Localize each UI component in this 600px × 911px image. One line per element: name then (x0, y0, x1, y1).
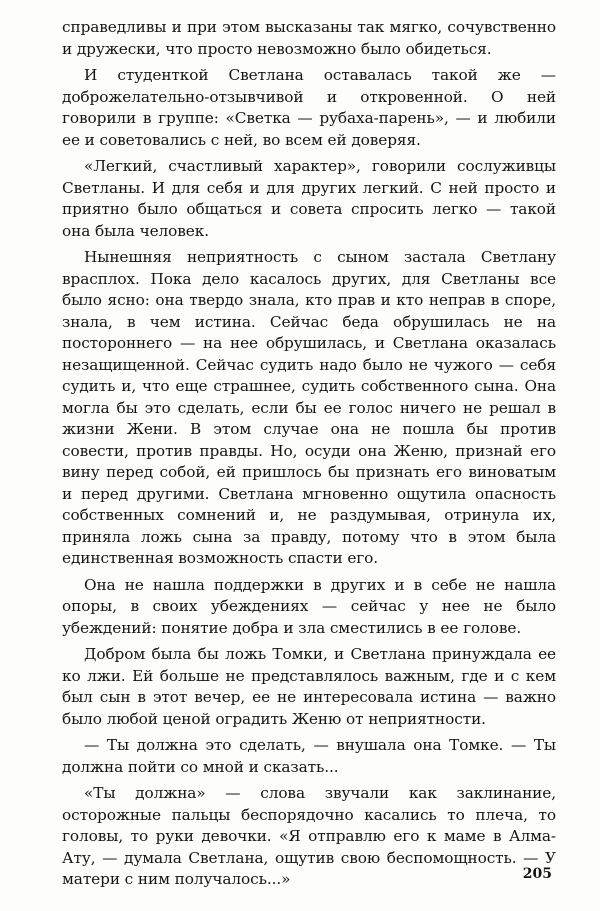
paragraph: — Ты должна это сделать, — внушала она Томке. — Ты должна пойти со мной и сказать... (62, 736, 556, 776)
paragraph: Она не нашла поддержки в других и в себе не нашла опоры, в своих убеждениях — сейчас у нее не было убеждений: понятие добра и зла сместились в ее голове. (62, 575, 556, 637)
paragraph: Добром была бы ложь Томки, и Светлана принуждала ее ко лжи. Ей больше не представлялось важным, где и с кем был сын в этот вечер, ее не интересовала истина — важно было любой ценой оградить Женю от неприятности. (62, 645, 556, 728)
page-number: 205 (522, 866, 552, 882)
paragraph: Нынешняя неприятность с сыном застала Светлану врасплох. Пока дело касалось других, для Светланы все было ясно: она твердо знала, кто прав и кто неправ в споре, знала, в чем истина. Сейчас беда обрушилась не на постороннего — на нее обрушилась, и Светлана оказалась незащищенной. Сейчас судить надо было не чужого — себя судить и, что еще страшнее, судить собственного сына. Она могла бы это сделать, если бы ее голос ничего не решал в жизни Жени. В этом случае она не пошла бы против совести, против правды. Но, осуди она Женю, признай его вину перед собой, ей пришлось бы признать его виноватым и перед другими. Светлана мгновенно ощутила опасность собственных сомнений и, не раздумывая, отринула их, приняла ложь сына за правду, потому что в этом была единственная возможность спасти его. (62, 248, 556, 567)
page-text (62, 17, 556, 891)
paragraph-continued: справедливы и при этом высказаны так мягко, сочувственно и дружески, что просто невозможно было обидеться. (62, 18, 556, 58)
paragraph: И студенткой Светлана оставалась такой же — доброжелательно-отзывчивой и откровенной. О ней говорили в группе: «Светка — рубаха-парень», — и любили ее и советовались с ней, во всем ей доверяя. (62, 66, 556, 149)
paragraph: «Легкий, счастливый характер», говорили сослуживцы Светланы. И для себя и для других легкий. С ней просто и приятно было общаться и совета спросить легко — такой она была человек. (62, 157, 556, 240)
paragraph: «Ты должна» — слова звучали как заклинание, осторожные пальцы беспорядочно касались то плеча, то головы, то руки девочки. «Я отправлю его к маме в Алма-Ату, — думала Светлана, ощутив свою беспомощность. — У матери с ним получалось...» (62, 784, 556, 888)
